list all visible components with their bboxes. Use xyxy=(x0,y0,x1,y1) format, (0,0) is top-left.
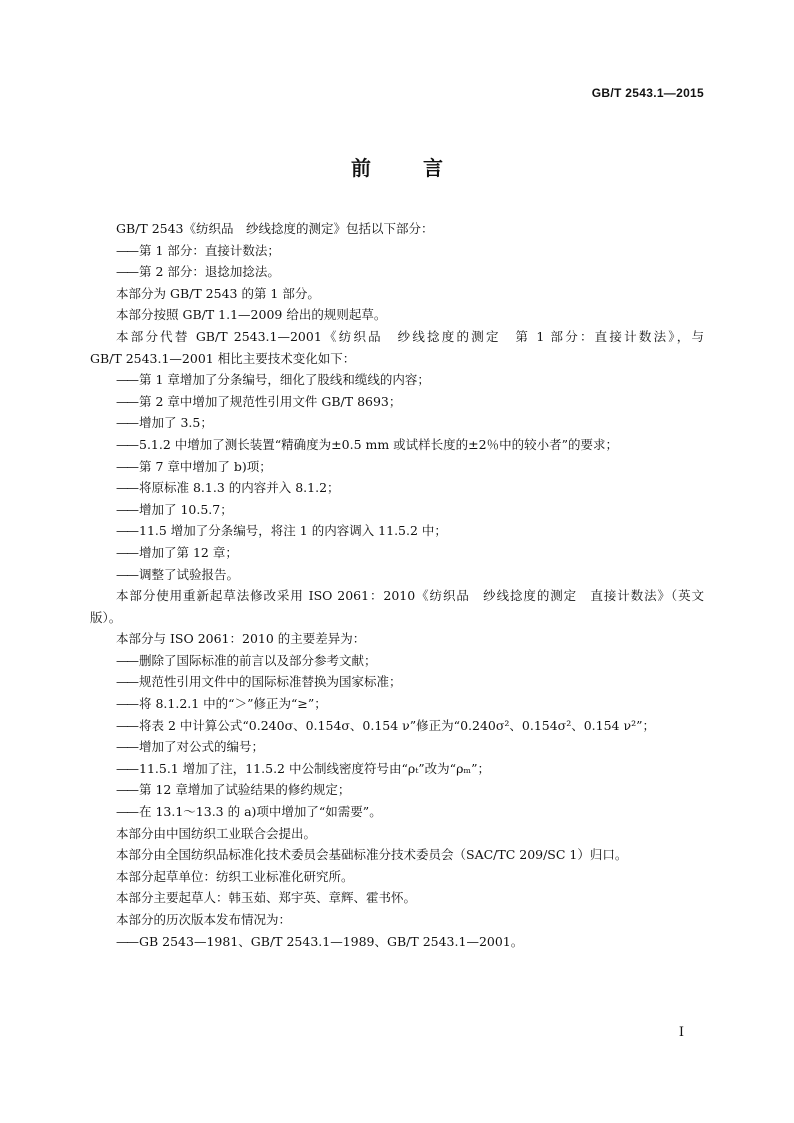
list-item: —— 增加了对公式的编号； xyxy=(90,736,704,758)
list-item: —— 在 13.1～13.3 的 a)项中增加了“如需要”。 xyxy=(90,801,704,823)
paragraph-line: 本部分代替 GB/T 2543.1—2001《纺织品 纱线捻度的测定 第 1 部分：直接计数法》，与 xyxy=(116,328,704,344)
list-item: —— 第 1 部分：直接计数法； xyxy=(90,240,704,262)
paragraph-line: 版）。 xyxy=(90,609,122,625)
list-item: —— 将原标准 8.1.3 的内容并入 8.1.2； xyxy=(90,477,704,499)
list-item: —— 11.5 增加了分条编号，将注 1 的内容调入 11.5.2 中； xyxy=(90,520,704,542)
title-char-2: 言 xyxy=(423,156,443,180)
list-item: —— 第 2 部分：退捻加捻法。 xyxy=(90,261,704,283)
list-item: —— 增加了 3.5； xyxy=(90,412,704,434)
page-title xyxy=(0,152,794,181)
paragraph-line: 本部分与 ISO 2061：2010 的主要差异为： xyxy=(116,631,366,647)
paragraph-line: 本部分为 GB/T 2543 的第 1 部分。 xyxy=(116,285,320,301)
list-item: —— 将 8.1.2.1 中的“＞”修正为“≥”； xyxy=(90,693,704,715)
paragraph-line: 本部分的历次版本发布情况为： xyxy=(116,912,292,927)
list-item: —— 第 2 章中增加了规范性引用文件 GB/T 8693； xyxy=(90,391,704,413)
list-item: —— 删除了国际标准的前言以及部分参考文献； xyxy=(90,650,704,672)
list-item: —— 11.5.1 增加了注，11.5.2 中公制线密度符号由“ρₜ”改为“ρₘ”； xyxy=(90,758,704,780)
list-item: —— GB 2543—1981、GB/T 2543.1—1989、GB/T 2543.1—2001。 xyxy=(90,931,704,953)
paragraph-line: GB/T 2543.1—2001 相比主要技术变化如下： xyxy=(90,350,356,366)
page-number: I xyxy=(678,1025,684,1040)
list-item: —— 增加了第 12 章； xyxy=(90,542,704,564)
paragraph-line: 本部分由中国纺织工业联合会提出。 xyxy=(116,825,317,841)
standard-code: GB/T 2543.1—2015 xyxy=(591,86,704,100)
list-item: —— 第 1 章增加了分条编号，细化了股线和缆线的内容； xyxy=(90,369,704,391)
paragraph-line: 本部分主要起草人：韩玉茹、郑宇英、章辉、霍书怀。 xyxy=(116,890,417,906)
foreword-body xyxy=(90,218,704,952)
paragraph-line: GB/T 2543《纺织品 纱线捻度的测定》包括以下部分： xyxy=(116,221,434,236)
list-item: —— 第 12 章增加了试验结果的修约规定； xyxy=(90,779,704,801)
paragraph-line: 本部分起草单位：纺织工业标准化研究所。 xyxy=(116,868,354,884)
list-item: —— 第 7 章中增加了 b)项； xyxy=(90,456,704,478)
list-item: —— 5.1.2 中增加了测长装置“精确度为±0.5 mm 或试样长度的±2％中的较小者”的要求； xyxy=(90,434,704,456)
title-char-1: 前 xyxy=(351,156,371,180)
list-item: —— 增加了 10.5.7； xyxy=(90,499,704,521)
list-item: —— 规范性引用文件中的国际标准替换为国家标准； xyxy=(90,671,704,693)
list-item: —— 调整了试验报告。 xyxy=(90,564,704,586)
paragraph-line: 本部分由全国纺织品标准化技术委员会基础标准分技术委员会（SAC/TC 209/SC 1）归口。 xyxy=(116,847,628,863)
paragraph-line: 本部分使用重新起草法修改采用 ISO 2061：2010《纺织品 纱线捻度的测定 直接计数法》（英文 xyxy=(116,588,704,604)
list-item: —— 将表 2 中计算公式“0.240σ、0.154σ、0.154 ν”修正为“0.240σ²、0.154σ²、0.154 ν²”； xyxy=(90,715,704,737)
paragraph-line: 本部分按照 GB/T 1.1—2009 给出的规则起草。 xyxy=(116,307,387,323)
